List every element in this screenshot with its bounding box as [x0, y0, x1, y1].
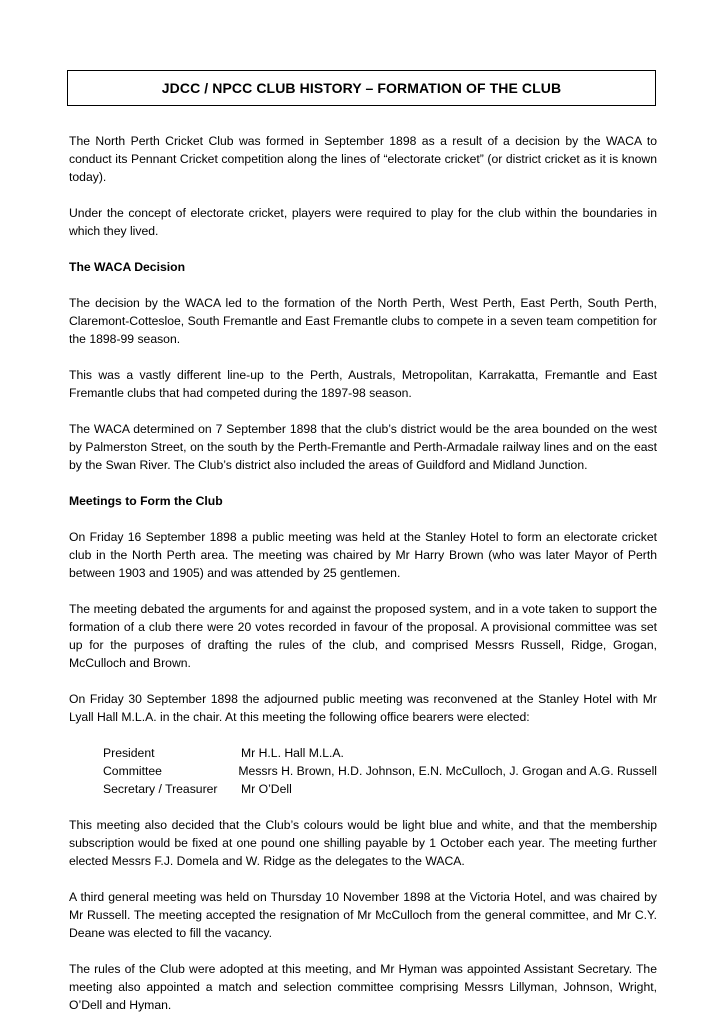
page-title: JDCC / NPCC CLUB HISTORY – FORMATION OF THE CLUB	[161, 80, 562, 96]
office-bearer-row	[103, 744, 657, 762]
office-bearer-name: Messrs H. Brown, H.D. Johnson, E.N. McCulloch, J. Grogan and A.G. Russell	[238, 764, 657, 778]
office-bearer-name: Mr O’Dell	[241, 782, 292, 796]
paragraph-colours: This meeting also decided that the Club’s colours would be light blue and white, and that the membership subscription would be fixed at one pound one shilling payable by 1 October each year. The meeting further elected Messrs F.J. Domela and W. Ridge as the delegates to the WACA.	[69, 818, 657, 868]
paragraph-intro: The North Perth Cricket Club was formed in September 1898 as a result of a decision by the WACA to conduct its Pennant Cricket competition along the lines of “electorate cricket” (or district cricket as it is known today).	[69, 134, 657, 184]
office-bearers-list	[103, 744, 657, 798]
paragraph-debate: The meeting debated the arguments for and against the proposed system, and in a vote taken to support the formation of a club there were 20 votes recorded in favour of the proposal. A provisional committee was set up for the purposes of drafting the rules of the club, and comprised Messrs Russell, Ridge, Grogan, McCulloch and Brown.	[69, 602, 657, 670]
paragraph-district: The WACA determined on 7 September 1898 that the club’s district would be the area bounded on the west by Palmerston Street, on the south by the Perth-Fremantle and Perth-Armadale railway lines and on the east by the Swan River. The Club’s district also included the areas of Guildford and Midland Junction.	[69, 422, 657, 472]
heading-waca-decision: The WACA Decision	[69, 260, 186, 274]
paragraph-lineup: This was a vastly different line-up to the Perth, Australs, Metropolitan, Karrakatta, Fremantle and East Fremantle clubs that had competed during the 1897-98 season.	[69, 368, 657, 400]
paragraph-first-meeting: On Friday 16 September 1898 a public meeting was held at the Stanley Hotel to form an electorate cricket club in the North Perth area. The meeting was chaired by Mr Harry Brown (who was later Mayor of Perth between 1903 and 1905) and was attended by 25 gentlemen.	[69, 530, 657, 580]
office-bearer-role: President	[103, 746, 155, 760]
paragraph-electorate-concept: Under the concept of electorate cricket, players were required to play for the club within the boundaries in which they lived.	[69, 206, 657, 238]
title-box	[67, 70, 656, 106]
paragraph-third-meeting: A third general meeting was held on Thursday 10 November 1898 at the Victoria Hotel, and was chaired by Mr Russell. The meeting accepted the resignation of Mr McCulloch from the general committee, and Mr C.Y. Deane was elected to fill the vacancy.	[69, 890, 657, 940]
paragraph-waca-clubs: The decision by the WACA led to the formation of the North Perth, West Perth, East Perth, South Perth, Claremont-Cottesloe, South Fremantle and East Fremantle clubs to compete in a seven team competition for the 1898-99 season.	[69, 296, 657, 346]
office-bearer-role: Secretary / Treasurer	[103, 782, 218, 796]
document-body	[69, 132, 657, 1032]
paragraph-rules: The rules of the Club were adopted at this meeting, and Mr Hyman was appointed Assistant Secretary. The meeting also appointed a match and selection committee comprising Messrs Lillyman, Johnson, Wright, O’Dell and Hyman.	[69, 962, 657, 1012]
office-bearer-name: Mr H.L. Hall M.L.A.	[241, 746, 344, 760]
office-bearer-row	[103, 762, 657, 780]
office-bearer-role: Committee	[103, 764, 162, 778]
office-bearer-row	[103, 780, 657, 798]
heading-meetings: Meetings to Form the Club	[69, 494, 223, 508]
paragraph-adjourned-meeting: On Friday 30 September 1898 the adjourned public meeting was reconvened at the Stanley Hotel with Mr Lyall Hall M.L.A. in the chair. At this meeting the following office bearers were elected:	[69, 692, 657, 724]
